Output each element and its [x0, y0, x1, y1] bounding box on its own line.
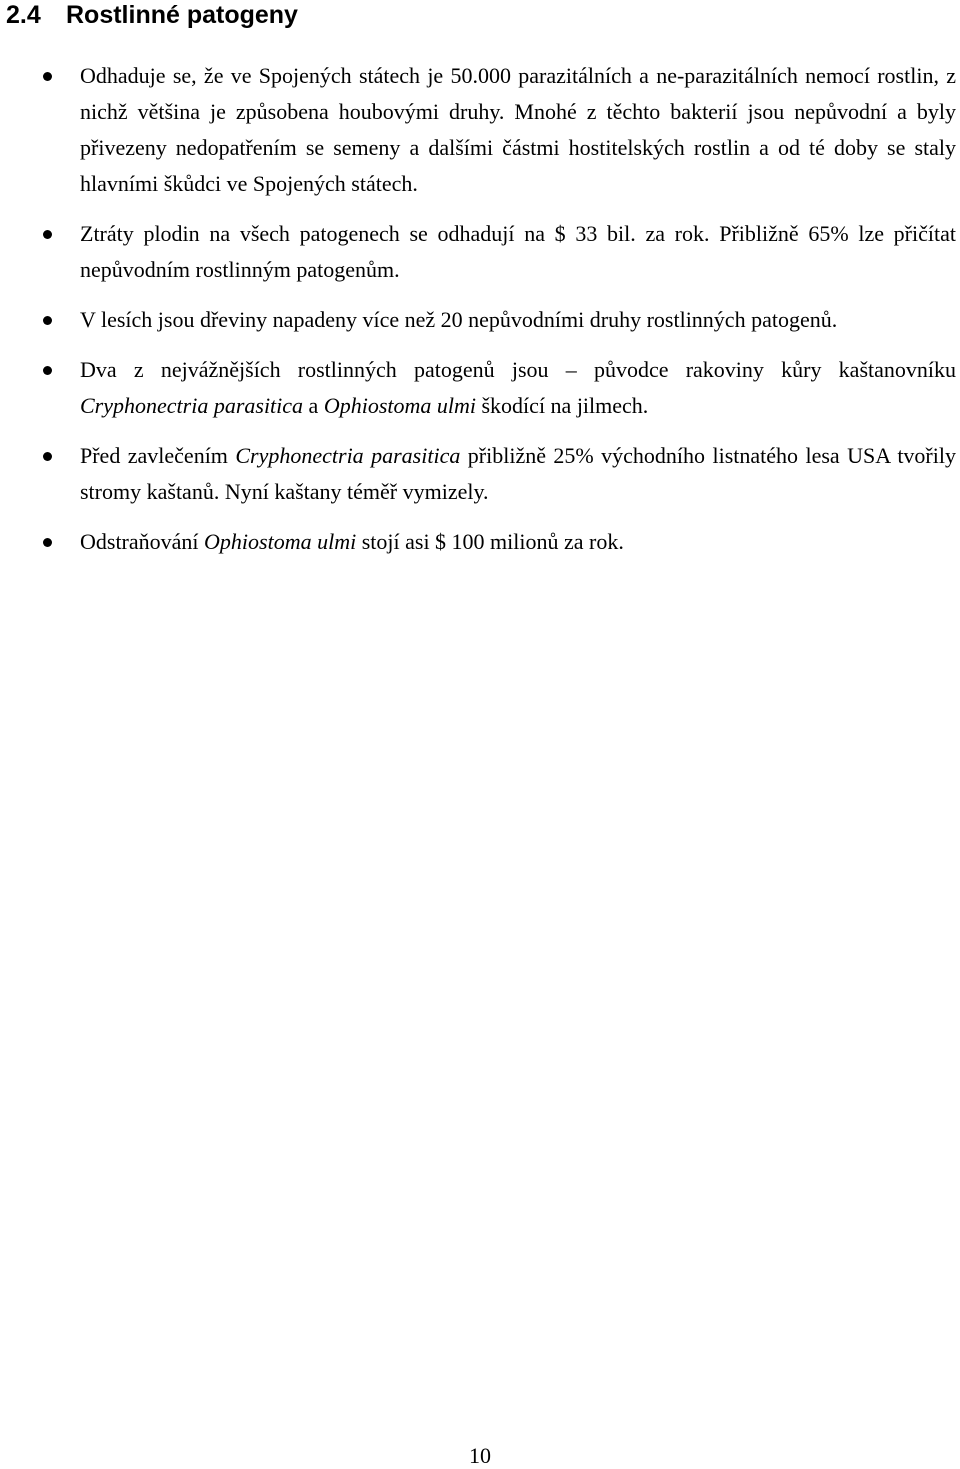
- bullet-marker: [43, 538, 52, 547]
- bullet-list: [0, 58, 960, 574]
- species-name: Cryphonectria parasitica: [235, 443, 461, 468]
- bullet-text: Odstraňování: [80, 529, 205, 554]
- section-heading: [6, 0, 298, 30]
- list-item: [0, 58, 960, 202]
- list-item: [0, 352, 960, 424]
- species-name: Ophiostoma ulmi: [204, 529, 357, 554]
- bullet-text: přibližně 25% východního listnatého lesa USA tvořily stromy kaštanů. Nyní kaštany téměř vymizely.: [80, 443, 956, 504]
- bullet-text: škodící na jilmech.: [476, 393, 649, 418]
- bullet-text: Dva z nejvážnějších rostlinných patogenů jsou – původce rakoviny kůry kaštanovníku: [80, 357, 956, 382]
- list-item: [0, 438, 960, 510]
- section-number: 2.4: [6, 1, 41, 29]
- bullet-text: Ztráty plodin na všech patogenech se odhadují na $ 33 bil. za rok. Přibližně 65% lze přičítat nepůvodním rostlinným patogenům.: [80, 221, 956, 282]
- bullet-text: Odhaduje se, že ve Spojených státech je 50.000 parazitálních a ne-parazitálních nemocí rostlin, z nichž většina je způsobena houbovými druhy. Mnohé z těchto bakterií jsou nepůvodní a byly přivezeny nedopatřením se semeny a dalšími částmi hostitelských rostlin a od té doby se staly hlavními škůdci ve Spojených státech.: [80, 63, 956, 196]
- bullet-text: stojí asi $ 100 milionů za rok.: [356, 529, 624, 554]
- bullet-marker: [43, 230, 52, 239]
- section-title: Rostlinné patogeny: [66, 1, 298, 29]
- bullet-text: a: [303, 393, 324, 418]
- species-name: Cryphonectria parasitica: [80, 393, 304, 418]
- bullet-text: V lesích jsou dřeviny napadeny více než 20 nepůvodními druhy rostlinných patogenů.: [80, 307, 838, 332]
- bullet-marker: [43, 316, 52, 325]
- bullet-marker: [43, 72, 52, 81]
- list-item: [0, 524, 960, 560]
- list-item: [0, 216, 960, 288]
- bullet-marker: [43, 366, 52, 375]
- bullet-text: Před zavlečením: [80, 443, 236, 468]
- species-name: Ophiostoma ulmi: [323, 393, 476, 418]
- page-number: 10: [469, 1443, 491, 1468]
- list-item: [0, 302, 960, 338]
- bullet-marker: [43, 452, 52, 461]
